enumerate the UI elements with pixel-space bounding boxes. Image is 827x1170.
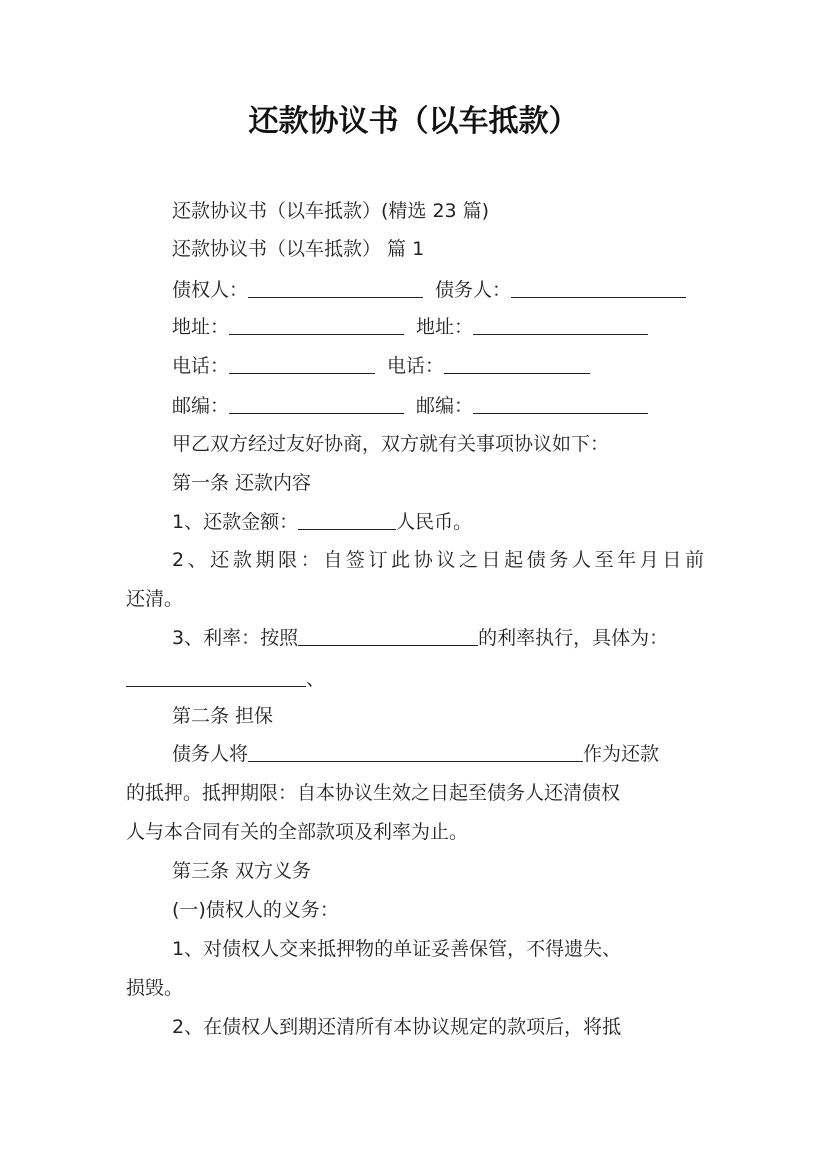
amount-blank — [298, 509, 396, 530]
phone-row — [0, 352, 827, 380]
mortgage-item-blank — [248, 741, 583, 762]
creditor-label: 债权人： — [172, 279, 249, 301]
article-1-item-3-line-1 — [0, 624, 827, 652]
article-1-item-3-line-2 — [0, 665, 827, 693]
article-3-item-2-line-1: 2、在债权人到期还清所有本协议规定的款项后，将抵 — [172, 1016, 622, 1038]
postcode-row — [0, 392, 827, 420]
amount-label: 1、还款金额： — [172, 511, 299, 533]
creditor-address-blank — [229, 314, 404, 335]
mortgage-suffix: 作为还款 — [583, 743, 660, 765]
intro-paragraph: 甲乙双方经过友好协商，双方就有关事项协议如下： — [172, 433, 610, 455]
article-1-item-2-line-1 — [0, 546, 827, 574]
article-2-heading: 第二条 担保 — [172, 705, 274, 727]
creditor-address-label: 地址： — [172, 316, 230, 338]
document-subtitle: 还款协议书（以车抵款）(精选 23 篇) — [172, 200, 490, 222]
mortgage-label: 债务人将 — [172, 743, 249, 765]
debtor-blank — [511, 277, 686, 298]
article-3-subheading-1: (一)债权人的义务： — [172, 899, 339, 921]
article-2-line-2: 的抵押。抵押期限：自本协议生效之日起至债务人还清债权 — [126, 782, 621, 804]
address-row — [0, 313, 827, 341]
article-3-heading: 第三条 双方义务 — [172, 860, 312, 882]
debtor-postcode-label: 邮编： — [416, 395, 474, 417]
article-2-line-3: 人与本合同有关的全部款项及利率为止。 — [126, 821, 469, 843]
article-1-item-1 — [0, 508, 827, 536]
article-1-heading: 第一条 还款内容 — [172, 472, 312, 494]
creditor-phone-blank — [229, 353, 375, 374]
debtor-phone-label: 电话： — [387, 355, 445, 377]
creditor-blank — [248, 277, 423, 298]
article-3-item-1-line-1: 1、对债权人交来抵押物的单证妥善保管，不得遗失、 — [172, 938, 622, 960]
creditor-phone-label: 电话： — [172, 355, 230, 377]
debtor-address-blank — [473, 314, 648, 335]
debtor-label: 债务人： — [435, 279, 512, 301]
document-title: 还款协议书（以车抵款） — [248, 104, 579, 139]
amount-suffix: 人民币。 — [396, 511, 473, 533]
rate-label: 3、利率：按照 — [172, 627, 299, 649]
article-3-item-1-line-2: 损毁。 — [126, 977, 184, 999]
article-1-item-2-line-2: 还清。 — [126, 588, 184, 610]
creditor-postcode-label: 邮编： — [172, 395, 230, 417]
rate-suffix: 的利率执行，具体为： — [478, 627, 669, 649]
rate-blank — [298, 625, 478, 646]
creditor-postcode-blank — [229, 393, 404, 414]
debtor-phone-blank — [444, 353, 590, 374]
parties-row — [0, 276, 827, 304]
rate-detail-blank — [126, 666, 306, 687]
article-2-line-1 — [0, 740, 827, 768]
debtor-address-label: 地址： — [416, 316, 474, 338]
rate-detail-end: 、 — [306, 668, 326, 690]
chapter-heading: 还款协议书（以车抵款） 篇 1 — [172, 238, 425, 260]
debtor-postcode-blank — [473, 393, 648, 414]
term-text: 2、还款期限：自签订此协议之日起债务人至年月日前 — [172, 549, 704, 571]
